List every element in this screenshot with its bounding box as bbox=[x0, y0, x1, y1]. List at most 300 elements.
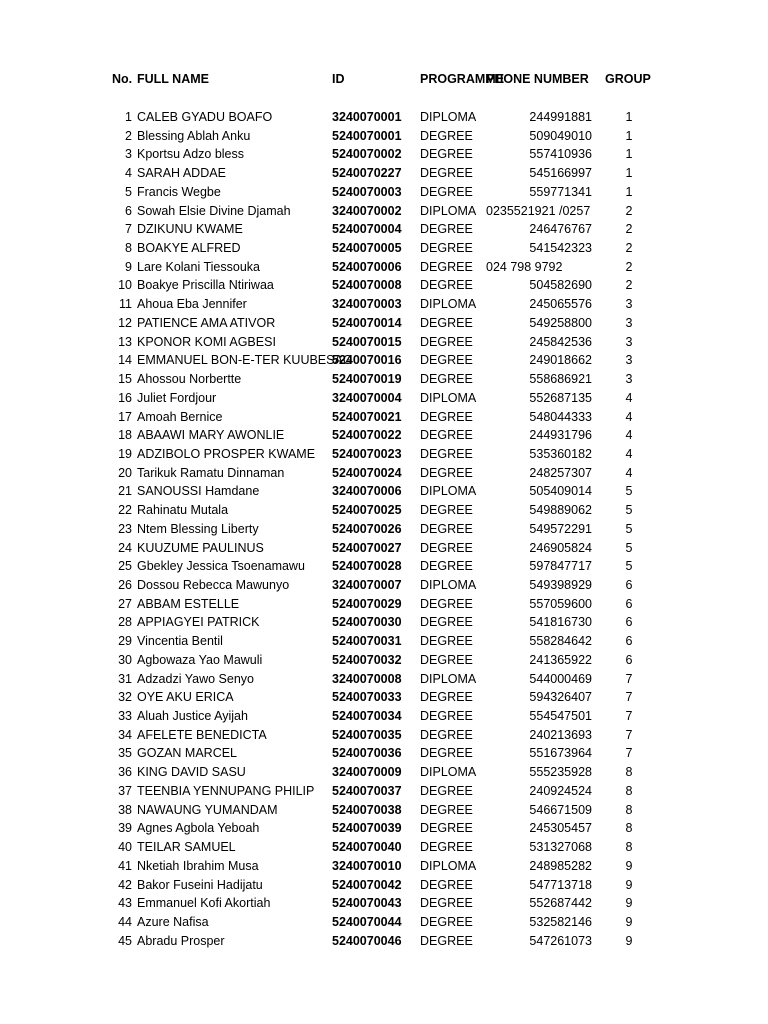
row-no: 44 bbox=[118, 914, 132, 929]
row-no: 6 bbox=[125, 203, 132, 218]
row-phone: 246905824 bbox=[529, 540, 592, 555]
row-id: 5240070044 bbox=[332, 914, 402, 929]
table-row bbox=[0, 295, 768, 313]
row-group: 1 bbox=[625, 147, 633, 162]
row-name: Amoah Bernice bbox=[137, 409, 223, 424]
row-id: 3240070002 bbox=[332, 203, 402, 218]
row-id: 5240070004 bbox=[332, 222, 402, 237]
row-no: 11 bbox=[119, 297, 132, 312]
header-name: FULL NAME bbox=[137, 72, 209, 86]
table-row bbox=[0, 801, 768, 819]
row-group: 8 bbox=[625, 765, 633, 780]
row-program: DEGREE bbox=[420, 184, 473, 199]
row-program: DEGREE bbox=[420, 559, 473, 574]
row-program: DEGREE bbox=[420, 128, 473, 143]
row-phone: 559771341 bbox=[529, 184, 592, 199]
table-row bbox=[0, 276, 768, 294]
row-name: Gbekley Jessica Tsoenamawu bbox=[137, 559, 305, 574]
row-name: Agbowaza Yao Mawuli bbox=[137, 652, 263, 667]
table-row bbox=[0, 632, 768, 650]
row-id: 5240070036 bbox=[332, 746, 402, 761]
row-id: 5240070035 bbox=[332, 727, 402, 742]
row-no: 27 bbox=[118, 596, 132, 611]
row-program: DIPLOMA bbox=[420, 390, 477, 405]
row-group: 4 bbox=[625, 428, 633, 443]
row-phone: 549398929 bbox=[529, 578, 592, 592]
row-program: DEGREE bbox=[420, 428, 473, 443]
row-id: 5240070039 bbox=[332, 821, 402, 836]
row-group: 7 bbox=[625, 709, 633, 724]
row-program: DEGREE bbox=[420, 596, 473, 611]
row-phone: 597847717 bbox=[529, 559, 592, 574]
row-program: DEGREE bbox=[420, 896, 473, 911]
row-name: SARAH ADDAE bbox=[137, 166, 226, 181]
row-phone: 531327068 bbox=[529, 840, 592, 855]
row-name: Lare Kolani Tiessouka bbox=[137, 259, 260, 274]
row-program: DEGREE bbox=[420, 278, 473, 293]
row-no: 35 bbox=[118, 746, 132, 761]
row-group: 6 bbox=[625, 615, 633, 630]
row-no: 12 bbox=[118, 315, 132, 330]
table-row bbox=[0, 239, 768, 257]
row-program: DEGREE bbox=[420, 465, 473, 480]
row-id: 5240070032 bbox=[332, 652, 402, 667]
row-program: DEGREE bbox=[420, 634, 473, 649]
row-name: TEENBIA YENNUPANG PHILIP bbox=[137, 783, 315, 798]
row-group: 7 bbox=[625, 671, 633, 686]
table-row bbox=[0, 127, 768, 145]
row-program: DEGREE bbox=[420, 933, 473, 948]
row-id: 5240070006 bbox=[332, 259, 402, 274]
row-no: 23 bbox=[118, 521, 132, 536]
row-id: 3240070004 bbox=[332, 390, 402, 405]
row-program: DEGREE bbox=[420, 821, 473, 836]
row-program: DEGREE bbox=[420, 241, 473, 256]
row-phone: 0235521921 /0257 bbox=[486, 203, 591, 218]
row-phone: 024 798 9792 bbox=[486, 259, 563, 274]
row-program: DEGREE bbox=[420, 409, 473, 424]
row-name: Dossou Rebecca Mawunyo bbox=[137, 578, 290, 592]
row-phone: 240924524 bbox=[529, 783, 592, 798]
row-program: DIPLOMA bbox=[420, 858, 477, 873]
row-name: ABBAM ESTELLE bbox=[137, 596, 240, 611]
row-no: 9 bbox=[125, 259, 132, 274]
row-group: 9 bbox=[625, 933, 633, 948]
row-phone: 558284642 bbox=[529, 634, 592, 649]
row-no: 45 bbox=[118, 933, 132, 948]
row-name: Azure Nafisa bbox=[137, 914, 209, 929]
row-phone: 551673964 bbox=[529, 746, 592, 761]
row-id: 3240070001 bbox=[332, 110, 402, 124]
row-phone: 241365922 bbox=[529, 652, 592, 667]
row-group: 2 bbox=[625, 203, 633, 218]
row-phone: 248985282 bbox=[529, 858, 592, 873]
row-group: 3 bbox=[625, 334, 633, 349]
row-no: 26 bbox=[118, 578, 132, 592]
row-group: 4 bbox=[625, 465, 633, 480]
row-program: DIPLOMA bbox=[420, 297, 477, 312]
row-id: 5240070014 bbox=[332, 315, 402, 330]
row-name: DZIKUNU KWAME bbox=[137, 222, 243, 237]
row-id: 5240070008 bbox=[332, 278, 402, 293]
row-no: 10 bbox=[118, 278, 132, 293]
row-name: GOZAN MARCEL bbox=[137, 746, 238, 761]
row-name: APPIAGYEI PATRICK bbox=[137, 615, 260, 630]
table-row bbox=[0, 838, 768, 856]
row-phone: 549572291 bbox=[529, 521, 592, 536]
row-phone: 248257307 bbox=[529, 465, 592, 480]
table-row bbox=[0, 220, 768, 238]
row-id: 5240070026 bbox=[332, 521, 402, 536]
row-group: 6 bbox=[625, 634, 633, 649]
row-name: KPONOR KOMI AGBESI bbox=[137, 334, 276, 349]
row-no: 20 bbox=[118, 465, 132, 480]
row-name: PATIENCE AMA ATIVOR bbox=[137, 315, 276, 330]
row-name: Kportsu Adzo bless bbox=[137, 147, 245, 162]
row-no: 28 bbox=[118, 615, 132, 630]
row-phone: 555235928 bbox=[529, 765, 592, 780]
row-no: 8 bbox=[125, 241, 132, 256]
row-phone: 532582146 bbox=[529, 914, 592, 929]
row-id: 5240070015 bbox=[332, 334, 402, 349]
row-program: DEGREE bbox=[420, 615, 473, 630]
row-id: 5240070016 bbox=[332, 353, 402, 368]
row-program: DEGREE bbox=[420, 315, 473, 330]
row-id: 5240070038 bbox=[332, 802, 402, 817]
row-id: 3240070003 bbox=[332, 297, 402, 312]
row-name: Blessing Ablah Anku bbox=[137, 128, 251, 143]
row-phone: 245842536 bbox=[529, 334, 592, 349]
row-name: AFELETE BENEDICTA bbox=[137, 727, 267, 742]
row-no: 21 bbox=[118, 484, 132, 499]
table-row bbox=[0, 576, 768, 594]
table-row bbox=[0, 557, 768, 575]
row-program: DEGREE bbox=[420, 652, 473, 667]
row-group: 2 bbox=[625, 259, 633, 274]
row-phone: 545166997 bbox=[529, 166, 592, 181]
row-phone: 557059600 bbox=[529, 596, 592, 611]
row-program: DEGREE bbox=[420, 840, 473, 855]
header-program: PROGRAMME bbox=[420, 72, 505, 86]
row-name: OYE AKU ERICA bbox=[137, 690, 234, 705]
row-program: DIPLOMA bbox=[420, 578, 477, 592]
table-row bbox=[0, 520, 768, 538]
table-row bbox=[0, 164, 768, 182]
row-id: 5240070021 bbox=[332, 409, 402, 424]
table-row bbox=[0, 370, 768, 388]
row-no: 31 bbox=[118, 671, 132, 686]
row-name: Ahossou Norbertte bbox=[137, 372, 242, 387]
row-id: 5240070001 bbox=[332, 128, 402, 143]
row-no: 29 bbox=[118, 634, 132, 649]
row-no: 37 bbox=[118, 783, 132, 798]
row-no: 5 bbox=[125, 184, 132, 199]
row-name: Tarikuk Ramatu Dinnaman bbox=[137, 465, 285, 480]
table-row bbox=[0, 464, 768, 482]
row-no: 19 bbox=[118, 446, 132, 461]
table-row bbox=[0, 613, 768, 631]
row-no: 22 bbox=[118, 503, 132, 518]
row-no: 14 bbox=[118, 353, 132, 368]
row-group: 5 bbox=[625, 503, 633, 518]
row-phone: 547261073 bbox=[529, 933, 592, 948]
row-id: 5240070022 bbox=[332, 428, 402, 443]
row-program: DEGREE bbox=[420, 147, 473, 162]
row-phone: 245305457 bbox=[529, 821, 592, 836]
table-row bbox=[0, 145, 768, 163]
row-group: 4 bbox=[625, 446, 633, 461]
row-group: 4 bbox=[625, 409, 633, 424]
row-group: 5 bbox=[625, 540, 633, 555]
row-program: DEGREE bbox=[420, 334, 473, 349]
row-no: 3 bbox=[125, 147, 132, 162]
row-program: DEGREE bbox=[420, 166, 473, 181]
row-phone: 244931796 bbox=[529, 428, 592, 443]
row-no: 41 bbox=[118, 858, 132, 873]
row-name: ABAAWI MARY AWONLIE bbox=[137, 428, 285, 443]
table-row bbox=[0, 782, 768, 800]
row-group: 8 bbox=[625, 802, 633, 817]
table-row bbox=[0, 333, 768, 351]
table-row bbox=[0, 445, 768, 463]
row-group: 6 bbox=[625, 578, 633, 592]
row-name: Nketiah Ibrahim Musa bbox=[137, 858, 259, 873]
row-no: 32 bbox=[118, 690, 132, 705]
row-program: DEGREE bbox=[420, 914, 473, 929]
row-no: 39 bbox=[118, 821, 132, 836]
table-row bbox=[0, 913, 768, 931]
table-row bbox=[0, 108, 768, 126]
row-id: 5240070043 bbox=[332, 896, 402, 911]
table-row bbox=[0, 670, 768, 688]
row-group: 9 bbox=[625, 914, 633, 929]
table-row bbox=[0, 932, 768, 950]
row-program: DEGREE bbox=[420, 353, 473, 368]
table-row bbox=[0, 726, 768, 744]
table-row bbox=[0, 688, 768, 706]
row-name: NAWAUNG YUMANDAM bbox=[137, 802, 278, 817]
table-row bbox=[0, 258, 768, 276]
table-row bbox=[0, 183, 768, 201]
row-name: TEILAR SAMUEL bbox=[137, 840, 236, 855]
row-name: Bakor Fuseini Hadijatu bbox=[137, 877, 263, 892]
row-phone: 535360182 bbox=[529, 446, 592, 461]
table-row bbox=[0, 351, 768, 369]
header-group: GROUP bbox=[605, 72, 651, 86]
row-group: 2 bbox=[625, 278, 633, 293]
row-name: Francis Wegbe bbox=[137, 184, 221, 199]
row-id: 5240070003 bbox=[332, 184, 402, 199]
row-group: 5 bbox=[625, 521, 633, 536]
row-group: 9 bbox=[625, 877, 633, 892]
row-no: 40 bbox=[118, 840, 132, 855]
row-no: 42 bbox=[118, 877, 132, 892]
table-row bbox=[0, 595, 768, 613]
table-row bbox=[0, 857, 768, 875]
row-program: DIPLOMA bbox=[420, 203, 477, 218]
row-name: Abradu Prosper bbox=[137, 933, 225, 948]
table-row bbox=[0, 894, 768, 912]
row-group: 1 bbox=[625, 110, 633, 124]
row-phone: 548044333 bbox=[529, 409, 592, 424]
row-group: 1 bbox=[625, 166, 633, 181]
row-phone: 549258800 bbox=[529, 315, 592, 330]
row-name: Boakye Priscilla Ntiriwaa bbox=[137, 278, 274, 293]
row-id: 5240070227 bbox=[332, 166, 402, 181]
row-phone: 249018662 bbox=[529, 353, 592, 368]
row-name: Agnes Agbola Yeboah bbox=[137, 821, 260, 836]
table-row bbox=[0, 744, 768, 762]
row-name: Vincentia Bentil bbox=[137, 634, 223, 649]
table-row bbox=[0, 539, 768, 557]
row-name: Ntem Blessing Liberty bbox=[137, 521, 259, 536]
row-no: 24 bbox=[118, 540, 132, 555]
row-program: DEGREE bbox=[420, 877, 473, 892]
table-row bbox=[0, 426, 768, 444]
row-group: 7 bbox=[625, 727, 633, 742]
row-program: DEGREE bbox=[420, 802, 473, 817]
row-phone: 244991881 bbox=[529, 110, 592, 124]
header-id: ID bbox=[332, 72, 345, 86]
row-program: DEGREE bbox=[420, 783, 473, 798]
table-row bbox=[0, 763, 768, 781]
row-phone: 504582690 bbox=[529, 278, 592, 293]
row-no: 30 bbox=[118, 652, 132, 667]
row-id: 5240070028 bbox=[332, 559, 402, 574]
row-phone: 552687442 bbox=[529, 896, 592, 911]
row-phone: 541542323 bbox=[529, 241, 592, 256]
row-name: SANOUSSI Hamdane bbox=[137, 484, 260, 499]
row-name: Emmanuel Kofi Akortiah bbox=[137, 896, 271, 911]
row-group: 5 bbox=[625, 484, 633, 499]
row-phone: 554547501 bbox=[529, 709, 592, 724]
row-name: KING DAVID SASU bbox=[137, 765, 246, 780]
row-group: 4 bbox=[625, 390, 633, 405]
row-group: 8 bbox=[625, 840, 633, 855]
row-program: DIPLOMA bbox=[420, 484, 477, 499]
table-row bbox=[0, 389, 768, 407]
row-program: DEGREE bbox=[420, 259, 473, 274]
row-group: 6 bbox=[625, 652, 633, 667]
row-phone: 546671509 bbox=[529, 802, 592, 817]
row-group: 8 bbox=[625, 821, 633, 836]
row-group: 7 bbox=[625, 690, 633, 705]
row-program: DEGREE bbox=[420, 709, 473, 724]
row-name: Aluah Justice Ayijah bbox=[137, 709, 248, 724]
row-group: 3 bbox=[625, 315, 633, 330]
row-no: 4 bbox=[125, 166, 132, 181]
row-id: 5240070002 bbox=[332, 147, 402, 162]
row-program: DEGREE bbox=[420, 503, 473, 518]
row-name: Adzadzi Yawo Senyo bbox=[137, 671, 254, 686]
row-id: 5240070031 bbox=[332, 634, 402, 649]
row-id: 5240070025 bbox=[332, 503, 402, 518]
row-phone: 557410936 bbox=[529, 147, 592, 162]
row-group: 1 bbox=[625, 184, 633, 199]
row-phone: 549889062 bbox=[529, 503, 592, 518]
row-name: ADZIBOLO PROSPER KWAME bbox=[137, 446, 316, 461]
row-phone: 558686921 bbox=[529, 372, 592, 387]
table-row bbox=[0, 482, 768, 500]
row-group: 1 bbox=[625, 128, 633, 143]
row-group: 3 bbox=[625, 297, 633, 312]
table-row bbox=[0, 202, 768, 220]
row-name: KUUZUME PAULINUS bbox=[137, 540, 264, 555]
row-no: 1 bbox=[125, 110, 132, 124]
header-phone: PHONE NUMBER bbox=[486, 72, 589, 86]
row-id: 3240070008 bbox=[332, 671, 402, 686]
row-group: 3 bbox=[625, 372, 633, 387]
row-id: 5240070027 bbox=[332, 540, 402, 555]
row-no: 2 bbox=[125, 128, 132, 143]
header-row bbox=[0, 70, 768, 88]
row-id: 5240070030 bbox=[332, 615, 402, 630]
row-program: DEGREE bbox=[420, 540, 473, 555]
row-phone: 245065576 bbox=[529, 297, 592, 312]
row-id: 5240070046 bbox=[332, 933, 402, 948]
row-no: 16 bbox=[118, 390, 132, 405]
row-phone: 240213693 bbox=[529, 727, 592, 742]
row-program: DIPLOMA bbox=[420, 110, 477, 124]
row-no: 7 bbox=[125, 222, 132, 237]
table-row bbox=[0, 408, 768, 426]
row-program: DEGREE bbox=[420, 372, 473, 387]
row-program: DEGREE bbox=[420, 222, 473, 237]
row-name: Juliet Fordjour bbox=[137, 390, 217, 405]
row-no: 38 bbox=[118, 802, 132, 817]
row-program: DEGREE bbox=[420, 521, 473, 536]
row-program: DEGREE bbox=[420, 727, 473, 742]
table-row bbox=[0, 314, 768, 332]
row-program: DIPLOMA bbox=[420, 765, 477, 780]
row-no: 33 bbox=[118, 709, 132, 724]
row-no: 18 bbox=[118, 428, 132, 443]
row-id: 5240070034 bbox=[332, 709, 402, 724]
row-group: 3 bbox=[625, 353, 633, 368]
row-no: 17 bbox=[118, 409, 132, 424]
row-id: 3240070007 bbox=[332, 578, 402, 592]
row-phone: 552687135 bbox=[529, 390, 592, 405]
row-name: EMMANUEL BON-E-TER KUUBESAG bbox=[137, 353, 353, 368]
row-name: CALEB GYADU BOAFO bbox=[137, 110, 273, 124]
header-no: No. bbox=[112, 72, 133, 86]
row-id: 5240070005 bbox=[332, 241, 402, 256]
row-no: 43 bbox=[118, 896, 132, 911]
table-row bbox=[0, 819, 768, 837]
row-group: 2 bbox=[625, 241, 633, 256]
row-group: 2 bbox=[625, 222, 633, 237]
row-program: DEGREE bbox=[420, 746, 473, 761]
row-id: 5240070019 bbox=[332, 372, 402, 387]
row-no: 15 bbox=[118, 372, 132, 387]
row-phone: 541816730 bbox=[529, 615, 592, 630]
row-no: 34 bbox=[118, 727, 132, 742]
row-id: 5240070024 bbox=[332, 465, 402, 480]
table-row bbox=[0, 876, 768, 894]
row-program: DEGREE bbox=[420, 446, 473, 461]
row-phone: 246476767 bbox=[529, 222, 592, 237]
row-name: Sowah Elsie Divine Djamah bbox=[137, 203, 291, 218]
row-name: BOAKYE ALFRED bbox=[137, 241, 241, 256]
row-group: 9 bbox=[625, 896, 633, 911]
row-id: 5240070037 bbox=[332, 783, 402, 798]
row-phone: 509049010 bbox=[529, 128, 592, 143]
row-group: 9 bbox=[625, 858, 633, 873]
row-name: Rahinatu Mutala bbox=[137, 503, 229, 518]
row-no: 13 bbox=[118, 334, 132, 349]
row-id: 3240070009 bbox=[332, 765, 402, 780]
row-phone: 547713718 bbox=[529, 877, 592, 892]
